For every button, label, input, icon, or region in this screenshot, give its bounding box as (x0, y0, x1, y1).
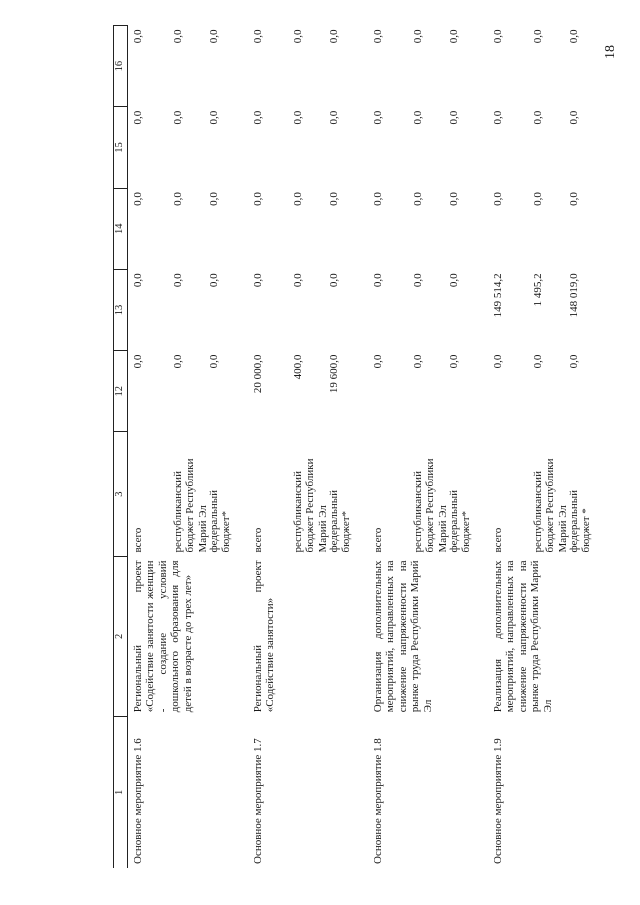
value-cell: 0,0 (411, 354, 424, 369)
funding-sources (248, 432, 368, 557)
table-row (248, 26, 368, 869)
value-cell: 0,0 (371, 29, 384, 44)
col-header-2: 2 (114, 556, 128, 716)
value-cell: 0,0 (491, 192, 504, 206)
value-cell: 0,0 (447, 110, 460, 125)
source-federal: федеральный бюджет* (207, 489, 232, 553)
value-cell: 0,0 (447, 29, 460, 44)
funding-sources (488, 432, 608, 557)
col-13-values (368, 269, 488, 350)
source-total: всего (251, 527, 264, 553)
source-regional: республиканский бюджет Республики Марий Эл (411, 458, 449, 553)
value-cell: 1 495,2 (531, 273, 544, 307)
source-regional: республиканский бюджет Республики Марий Эл (171, 458, 209, 553)
col-15-values (368, 107, 488, 188)
value-cell: 0,0 (411, 29, 424, 44)
source-total: всего (371, 527, 384, 553)
col-13-values (488, 269, 608, 350)
col-16-values (368, 26, 488, 107)
value-cell: 0,0 (131, 110, 144, 125)
value-cell: 149 514,2 (491, 273, 504, 318)
value-cell: 0,0 (251, 110, 264, 125)
col-header-14: 14 (114, 188, 128, 269)
value-cell: 0,0 (567, 354, 580, 369)
value-cell: 0,0 (207, 273, 220, 288)
value-cell: 0,0 (567, 192, 580, 206)
value-cell: 0,0 (207, 354, 220, 369)
col-16-values (248, 26, 368, 107)
funding-sources (127, 432, 248, 557)
value-cell: 0,0 (531, 354, 544, 369)
col-15-values (248, 107, 368, 188)
measure-name: Реализация дополнительных мероприятий, направленных на снижение напряженности на рынке труда Республики Марий Эл (491, 560, 554, 713)
measure-name: Региональный проект «Содействие занятости женщин - создание условий дошкольного образования для детей в возрасте до трех лет» (131, 560, 194, 713)
value-cell: 0,0 (291, 273, 304, 288)
value-cell: 0,0 (207, 192, 220, 206)
col-14-values (368, 188, 488, 269)
value-cell: 0,0 (411, 110, 424, 125)
value-cell: 0,0 (531, 29, 544, 44)
value-cell: 0,0 (447, 192, 460, 206)
col-14-values (488, 188, 608, 269)
col-15-values (488, 107, 608, 188)
col-16-values (127, 26, 248, 107)
value-cell: 0,0 (131, 29, 144, 44)
value-cell: 0,0 (447, 273, 460, 288)
value-cell: 0,0 (371, 192, 384, 206)
source-federal: федеральный бюджет * (567, 489, 592, 553)
col-header-3: 3 (114, 432, 128, 557)
col-header-15: 15 (114, 107, 128, 188)
value-cell: 0,0 (327, 192, 340, 206)
value-cell: 0,0 (327, 29, 340, 44)
measure-code: Основное мероприятие 1.8 (371, 738, 384, 864)
value-cell: 0,0 (531, 110, 544, 125)
col-12-values (488, 351, 608, 432)
value-cell: 0,0 (447, 354, 460, 369)
source-total: всего (491, 527, 504, 553)
col-16-values (488, 26, 608, 107)
col-header-12: 12 (114, 351, 128, 432)
table-row (127, 26, 248, 869)
value-cell: 0,0 (371, 110, 384, 125)
value-cell: 0,0 (171, 192, 184, 206)
col-12-values (127, 351, 248, 432)
source-regional: республиканский бюджет Республики Марий Эл (531, 458, 569, 553)
value-cell: 0,0 (411, 192, 424, 206)
value-cell: 0,0 (207, 110, 220, 125)
value-cell: 0,0 (371, 273, 384, 288)
value-cell: 0,0 (131, 273, 144, 288)
col-header-16: 16 (114, 26, 128, 107)
value-cell: 0,0 (171, 29, 184, 44)
measure-code: Основное мероприятие 1.6 (131, 738, 144, 864)
col-12-values (248, 351, 368, 432)
value-cell: 20 000,0 (251, 354, 264, 394)
table-row (368, 26, 488, 869)
page-number: 18 (603, 45, 618, 59)
value-cell: 0,0 (291, 192, 304, 206)
measure-name: Организация дополнительных мероприятий, направленных на снижение напряженности на рынке труда Республики Марий Эл (371, 560, 434, 713)
value-cell: 0,0 (131, 354, 144, 369)
col-13-values (248, 269, 368, 350)
value-cell: 0,0 (291, 29, 304, 44)
value-cell: 400,0 (291, 354, 304, 380)
value-cell: 0,0 (327, 273, 340, 288)
value-cell: 0,0 (207, 29, 220, 44)
value-cell: 0,0 (327, 110, 340, 125)
measure-name: Региональный проект «Содействие занятости» (251, 560, 276, 713)
col-header-1: 1 (114, 716, 128, 868)
value-cell: 0,0 (491, 354, 504, 369)
value-cell: 0,0 (531, 192, 544, 206)
value-cell: 0,0 (251, 192, 264, 206)
col-14-values (127, 188, 248, 269)
col-13-values (127, 269, 248, 350)
table-row (488, 26, 608, 869)
value-cell: 0,0 (171, 354, 184, 369)
value-cell: 0,0 (567, 110, 580, 125)
col-header-13: 13 (114, 269, 128, 350)
value-cell: 0,0 (371, 354, 384, 369)
value-cell: 19 600,0 (327, 354, 340, 394)
value-cell: 0,0 (171, 273, 184, 288)
measure-code: Основное мероприятие 1.9 (491, 738, 504, 864)
value-cell: 0,0 (491, 29, 504, 44)
source-regional: республиканский бюджет Республики Марий Эл (291, 458, 329, 553)
value-cell: 0,0 (251, 273, 264, 288)
source-federal: федеральный бюджет* (327, 489, 352, 553)
value-cell: 0,0 (491, 110, 504, 125)
value-cell: 148 019,0 (567, 273, 580, 318)
value-cell: 0,0 (567, 29, 580, 44)
value-cell: 0,0 (411, 273, 424, 288)
value-cell: 0,0 (171, 110, 184, 125)
source-total: всего (131, 527, 144, 553)
budget-table (113, 25, 608, 868)
value-cell: 0,0 (131, 192, 144, 206)
measure-code: Основное мероприятие 1.7 (251, 738, 264, 864)
rotated-table-wrapper (113, 25, 592, 868)
header-row (114, 26, 128, 869)
value-cell: 0,0 (291, 110, 304, 125)
col-12-values (368, 351, 488, 432)
funding-sources (368, 432, 488, 557)
col-15-values (127, 107, 248, 188)
source-federal: федеральный бюджет* (447, 489, 472, 553)
col-14-values (248, 188, 368, 269)
value-cell: 0,0 (251, 29, 264, 44)
